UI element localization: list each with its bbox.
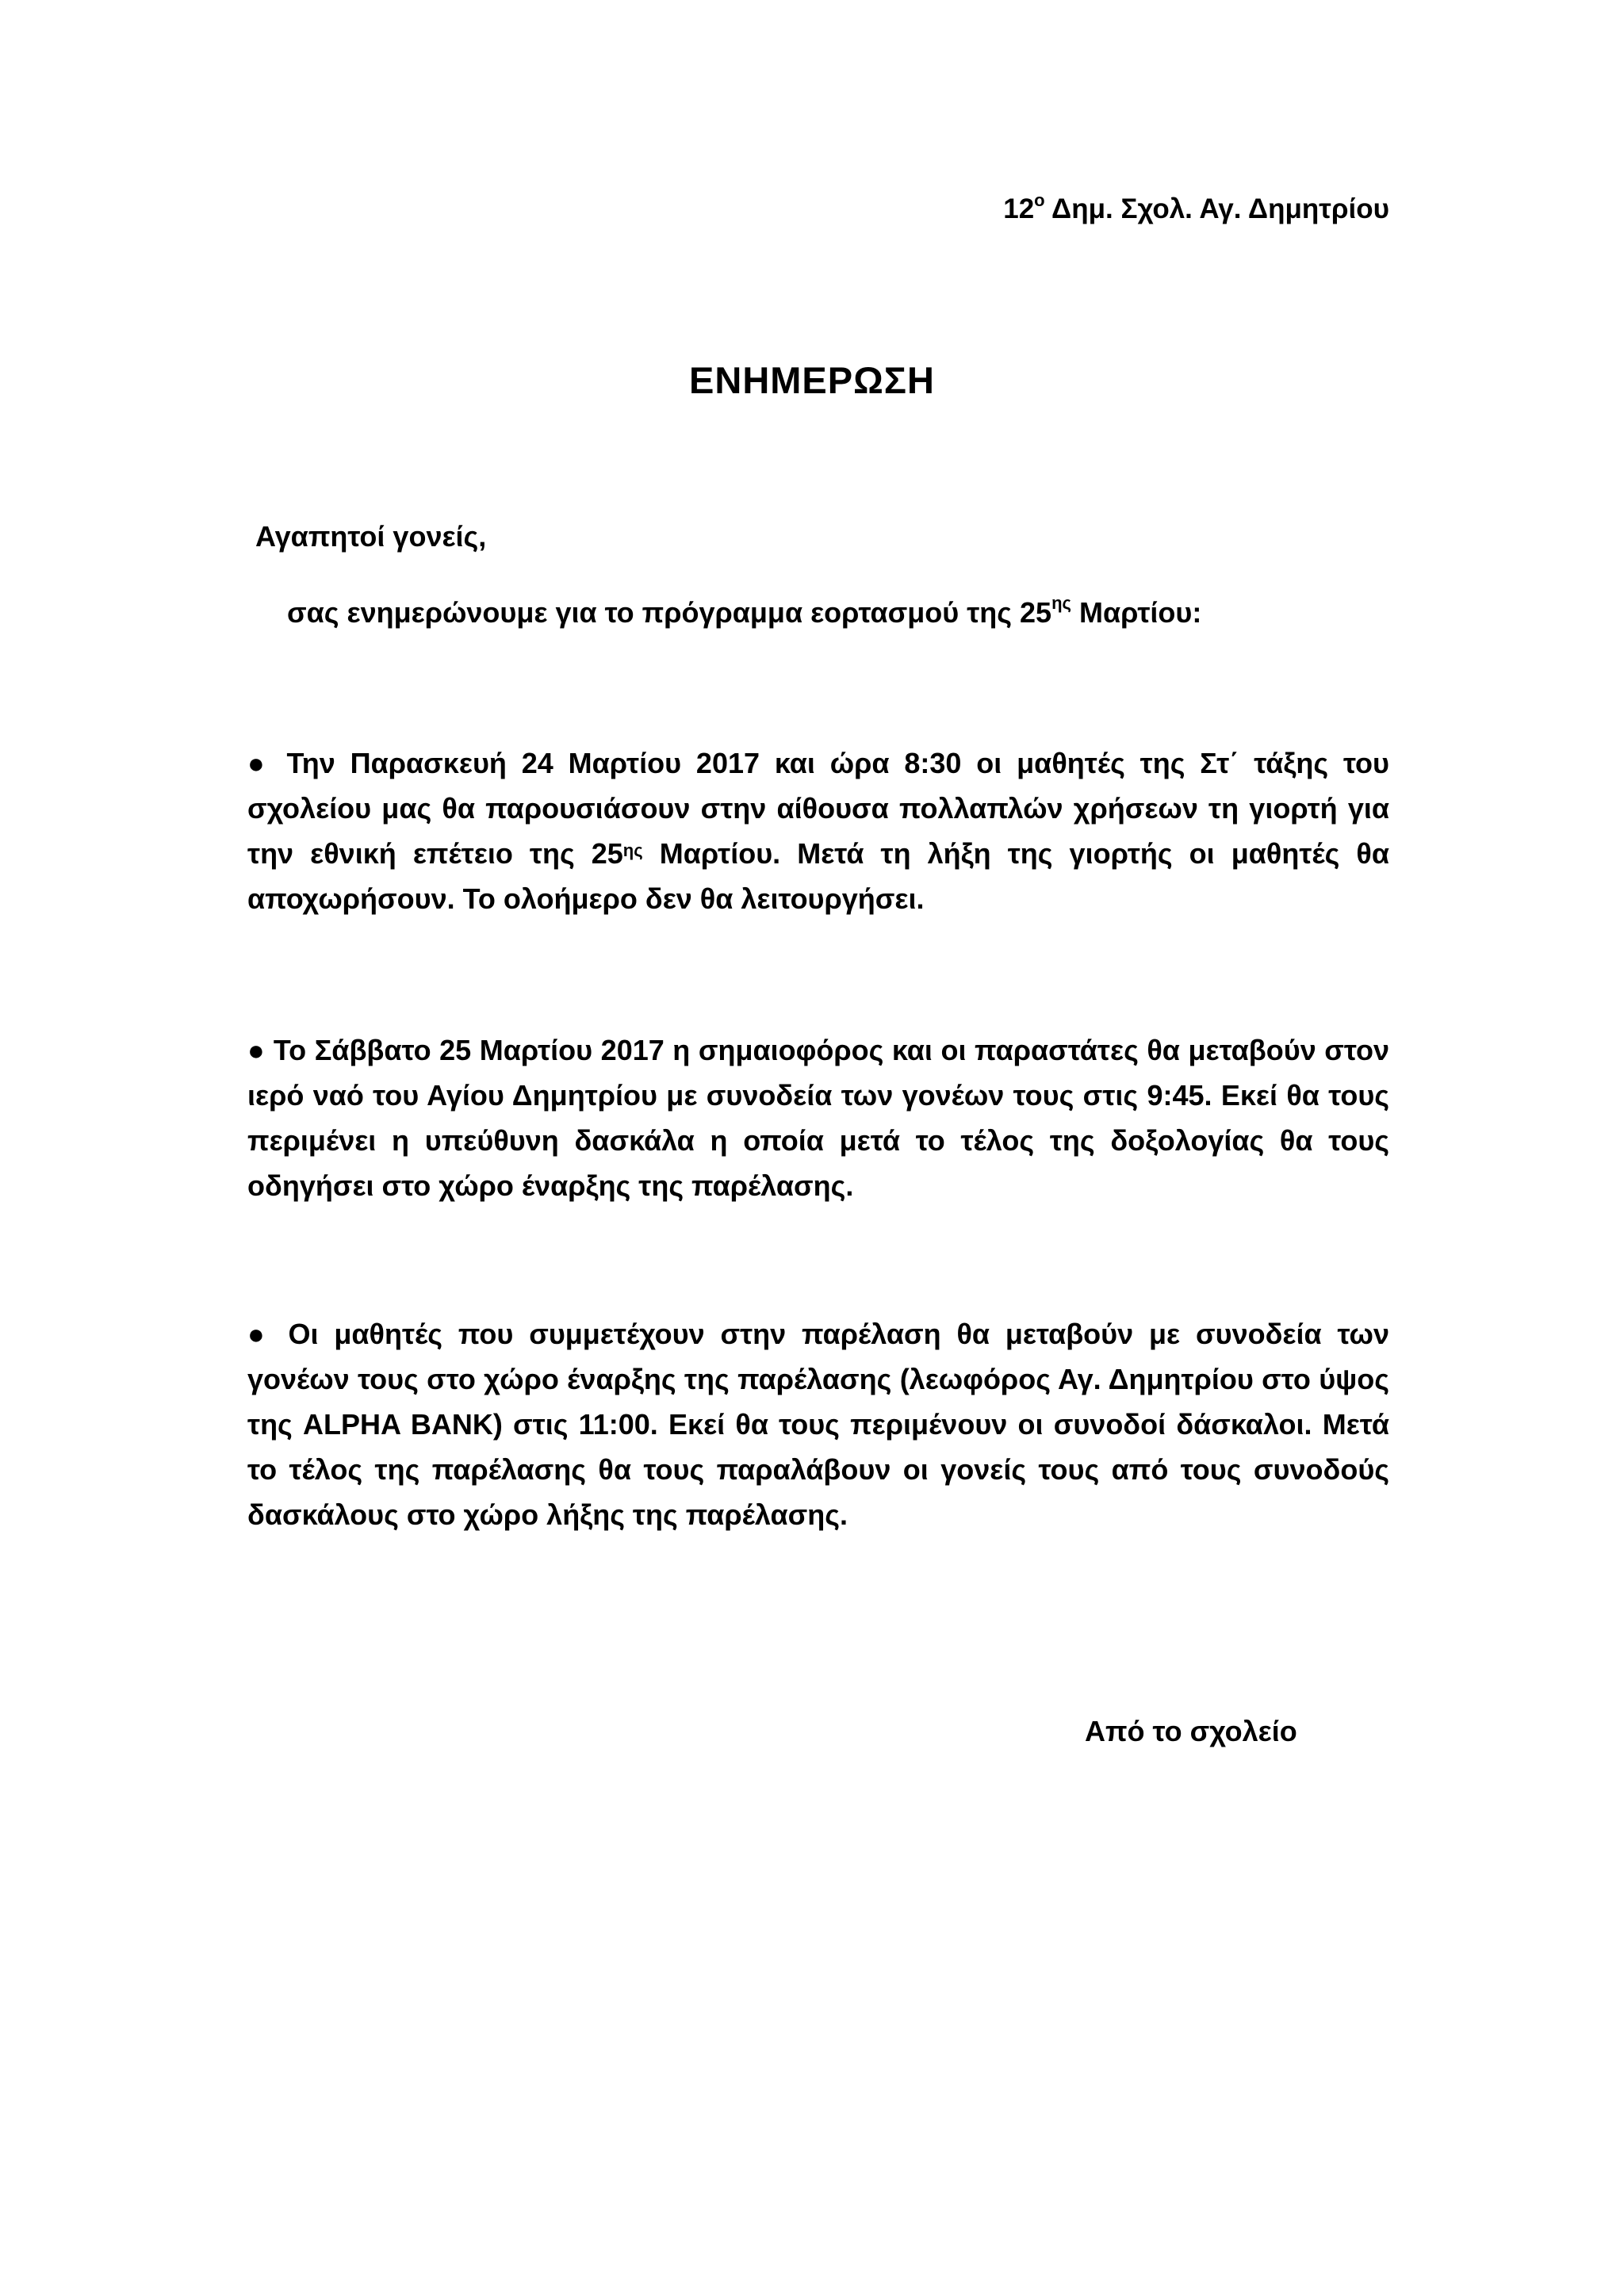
- school-number-superscript: ο: [1034, 190, 1045, 210]
- paragraph-parade: ● Οι μαθητές που συμμετέχουν στην παρέλαση θα μεταβούν με συνοδεία των γονέων τους στο χώρο έναρξης της παρέλασης (λεωφόρος Αγ. Δημητρίου στο ύψος της ALPHA BANK) στις 11:00. Εκεί θα τους περιμένουν οι συνοδοί δάσκαλοι. Μετά το τέλος της παρέλασης θα τους παραλάβουν οι γονείς τους από τους συνοδούς δασκάλους στο χώρο λήξης της παρέλασης.: [247, 1318, 1389, 1531]
- document-title: ΕΝΗΜΕΡΩΣΗ: [689, 359, 935, 401]
- intro-text-end: Μαρτίου:: [1071, 596, 1202, 629]
- intro-superscript: ης: [1051, 593, 1071, 613]
- paragraph-saturday-church: ● Το Σάββατο 25 Μαρτίου 2017 η σημαιοφόρος και οι παραστάτες θα μεταβούν στον ιερό ναό του Αγίου Δημητρίου με συνοδεία των γονέων τους στις 9:45. Εκεί θα τους περιμένει η υπεύθυνη δασκάλα η οποία μετά το τέλος της δοξολογίας θα τους οδηγήσει στο χώρο έναρξης της παρέλασης.: [247, 1034, 1389, 1202]
- paragraph-1-text: ● Την Παρασκευή 24 Μαρτίου 2017 και ώρα 8:30 οι μαθητές της Στ΄ τάξης του σχολείου μας θα παρουσιάσουν στην αίθουσα πολλαπλών χρήσεων τη γιορτή για την εθνική επέτειο της 25: [247, 747, 1389, 870]
- paragraph-1-superscript: ης: [622, 840, 643, 860]
- paragraph-1-text-end: Μαρτίου. Μετά τη λήξη της γιορτής οι μαθητές θα αποχωρήσουν. Το ολοήμερο δεν θα λειτουργήσει.: [247, 837, 1389, 915]
- paragraph-friday-event: [247, 740, 1389, 921]
- school-name: Δημ. Σχολ. Αγ. Δημητρίου: [1044, 193, 1389, 224]
- signature: Από το σχολείο: [1085, 1715, 1297, 1747]
- salutation: Αγαπητοί γονείς,: [255, 520, 487, 553]
- school-header: [1003, 190, 1389, 225]
- school-number: 12: [1003, 193, 1035, 224]
- intro-line: [287, 593, 1202, 629]
- intro-text: σας ενημερώνουμε για το πρόγραμμα εορτασμού της 25: [287, 596, 1052, 629]
